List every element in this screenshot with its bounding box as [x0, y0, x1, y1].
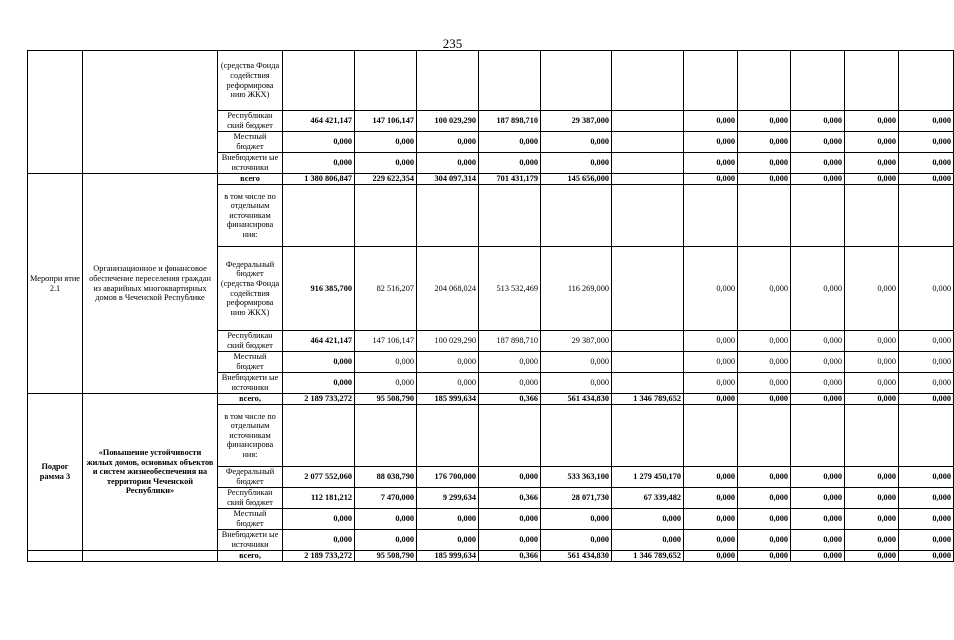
value-cell: 88 038,790	[355, 467, 417, 488]
value-cell: 0,000	[899, 132, 954, 153]
value-cell	[791, 405, 845, 467]
value-cell: 7 470,000	[355, 488, 417, 509]
value-cell: 1 346 789,652	[612, 551, 684, 562]
value-cell	[738, 405, 791, 467]
value-cell: 0,000	[899, 530, 954, 551]
table-row	[28, 394, 954, 405]
value-cell: 0,000	[479, 530, 541, 551]
value-cell: 0,000	[791, 174, 845, 185]
value-cell: 0,000	[791, 352, 845, 373]
value-cell	[417, 405, 479, 467]
value-cell: 185 999,634	[417, 551, 479, 562]
value-cell: 0,000	[791, 530, 845, 551]
value-cell: 0,000	[738, 331, 791, 352]
value-cell: 0,000	[899, 551, 954, 562]
value-cell: 0,000	[845, 132, 899, 153]
value-cell: 0,366	[479, 551, 541, 562]
value-cell: 0,000	[541, 153, 612, 174]
value-cell	[612, 405, 684, 467]
table-row	[28, 174, 954, 185]
value-cell: 0,000	[684, 352, 738, 373]
value-cell: 1 346 789,652	[612, 394, 684, 405]
value-cell: 0,000	[791, 132, 845, 153]
value-cell: 0,000	[899, 247, 954, 331]
funding-source: Республикан ский бюджет	[218, 331, 283, 352]
value-cell	[612, 185, 684, 247]
funding-source: всего	[218, 174, 283, 185]
value-cell	[355, 51, 417, 111]
row-code: Подрог рамма 3	[28, 394, 83, 551]
value-cell	[612, 331, 684, 352]
value-cell: 0,000	[845, 373, 899, 394]
value-cell	[283, 405, 355, 467]
value-cell: 0,000	[899, 488, 954, 509]
value-cell: 464 421,147	[283, 331, 355, 352]
value-cell: 0,000	[355, 153, 417, 174]
value-cell: 0,000	[541, 352, 612, 373]
value-cell: 0,000	[899, 467, 954, 488]
value-cell: 0,000	[684, 530, 738, 551]
value-cell: 0,000	[845, 352, 899, 373]
value-cell	[791, 185, 845, 247]
value-cell: 533 363,100	[541, 467, 612, 488]
value-cell: 0,000	[845, 111, 899, 132]
value-cell	[612, 174, 684, 185]
value-cell: 0,000	[738, 352, 791, 373]
funding-source: Внебюджети ые источники	[218, 373, 283, 394]
value-cell	[845, 185, 899, 247]
value-cell	[417, 51, 479, 111]
value-cell: 464 421,147	[283, 111, 355, 132]
value-cell	[283, 185, 355, 247]
value-cell: 0,000	[417, 373, 479, 394]
page-number: 235	[442, 36, 463, 51]
value-cell: 100 029,290	[417, 331, 479, 352]
value-cell: 0,000	[283, 153, 355, 174]
value-cell: 0,000	[899, 352, 954, 373]
value-cell: 0,000	[479, 153, 541, 174]
value-cell	[355, 405, 417, 467]
value-cell: 0,000	[283, 352, 355, 373]
value-cell: 0,000	[417, 509, 479, 530]
value-cell: 0,000	[479, 132, 541, 153]
value-cell	[479, 185, 541, 247]
value-cell: 0,000	[738, 467, 791, 488]
row-code	[28, 551, 83, 562]
value-cell: 0,000	[417, 153, 479, 174]
value-cell: 0,000	[791, 551, 845, 562]
value-cell: 0,000	[738, 111, 791, 132]
value-cell: 0,000	[283, 509, 355, 530]
value-cell: 29 387,000	[541, 331, 612, 352]
value-cell: 0,000	[791, 247, 845, 331]
value-cell: 0,000	[791, 111, 845, 132]
value-cell	[738, 185, 791, 247]
value-cell: 0,000	[845, 530, 899, 551]
value-cell: 0,000	[899, 394, 954, 405]
value-cell: 0,000	[479, 509, 541, 530]
value-cell: 0,000	[684, 551, 738, 562]
value-cell: 187 898,710	[479, 111, 541, 132]
value-cell: 0,000	[791, 394, 845, 405]
value-cell: 0,366	[479, 488, 541, 509]
value-cell	[899, 185, 954, 247]
funding-source: Федеральный бюджет	[218, 467, 283, 488]
value-cell: 0,000	[541, 132, 612, 153]
funding-source: Местный бюджет	[218, 352, 283, 373]
value-cell: 0,000	[684, 394, 738, 405]
value-cell: 0,000	[738, 247, 791, 331]
value-cell: 0,000	[738, 132, 791, 153]
value-cell	[684, 51, 738, 111]
value-cell: 0,000	[479, 467, 541, 488]
value-cell: 95 508,790	[355, 551, 417, 562]
value-cell: 0,000	[479, 373, 541, 394]
funding-source: Республикан ский бюджет	[218, 488, 283, 509]
value-cell: 0,000	[738, 488, 791, 509]
row-name	[83, 51, 218, 174]
value-cell: 0,000	[417, 352, 479, 373]
value-cell: 561 434,830	[541, 551, 612, 562]
value-cell: 0,000	[899, 153, 954, 174]
value-cell: 0,000	[791, 467, 845, 488]
value-cell: 0,000	[355, 132, 417, 153]
value-cell: 0,000	[845, 331, 899, 352]
value-cell	[684, 185, 738, 247]
value-cell	[845, 405, 899, 467]
value-cell: 116 269,000	[541, 247, 612, 331]
value-cell	[791, 51, 845, 111]
funding-source: в том числе по отдельным источникам финансирова ния:	[218, 405, 283, 467]
value-cell: 0,000	[283, 132, 355, 153]
value-cell: 28 071,730	[541, 488, 612, 509]
value-cell: 561 434,830	[541, 394, 612, 405]
value-cell: 0,000	[684, 132, 738, 153]
value-cell: 95 508,790	[355, 394, 417, 405]
row-name: Организационное и финансовое обеспечение переселения граждан из аварийных многоквартирных домов в Чеченской Республике	[83, 174, 218, 394]
value-cell: 0,000	[845, 247, 899, 331]
value-cell: 0,366	[479, 394, 541, 405]
value-cell: 0,000	[791, 331, 845, 352]
funding-source: Местный бюджет	[218, 509, 283, 530]
value-cell: 0,000	[845, 551, 899, 562]
value-cell: 0,000	[283, 530, 355, 551]
value-cell: 0,000	[684, 467, 738, 488]
value-cell: 0,000	[612, 530, 684, 551]
value-cell	[612, 373, 684, 394]
value-cell	[541, 185, 612, 247]
value-cell: 0,000	[684, 111, 738, 132]
value-cell: 916 385,700	[283, 247, 355, 331]
value-cell: 185 999,634	[417, 394, 479, 405]
value-cell: 0,000	[845, 394, 899, 405]
value-cell: 145 656,000	[541, 174, 612, 185]
value-cell	[612, 51, 684, 111]
funding-source: всего,	[218, 551, 283, 562]
value-cell: 2 077 552,060	[283, 467, 355, 488]
value-cell	[417, 185, 479, 247]
value-cell: 304 097,314	[417, 174, 479, 185]
budget-table	[27, 50, 954, 562]
value-cell: 0,000	[791, 373, 845, 394]
value-cell: 0,000	[283, 373, 355, 394]
value-cell	[612, 153, 684, 174]
value-cell	[899, 405, 954, 467]
value-cell: 9 299,634	[417, 488, 479, 509]
value-cell: 112 181,212	[283, 488, 355, 509]
funding-source: Местный бюджет	[218, 132, 283, 153]
value-cell: 0,000	[738, 174, 791, 185]
value-cell: 0,000	[684, 174, 738, 185]
table-row	[28, 551, 954, 562]
value-cell	[355, 185, 417, 247]
funding-source: Федеральный бюджет (средства Фонда содействия реформирова нию ЖКХ)	[218, 247, 283, 331]
value-cell: 147 106,147	[355, 331, 417, 352]
value-cell	[738, 51, 791, 111]
value-cell	[845, 51, 899, 111]
value-cell	[612, 132, 684, 153]
value-cell: 2 189 733,272	[283, 394, 355, 405]
value-cell	[283, 51, 355, 111]
value-cell	[479, 405, 541, 467]
funding-source: (средства Фонда содействия реформирова нию ЖКХ)	[218, 51, 283, 111]
value-cell: 0,000	[479, 352, 541, 373]
value-cell: 0,000	[541, 373, 612, 394]
row-name	[83, 551, 218, 562]
table-body	[28, 51, 954, 562]
value-cell: 1 380 806,847	[283, 174, 355, 185]
value-cell: 0,000	[541, 530, 612, 551]
value-cell: 0,000	[417, 132, 479, 153]
value-cell: 513 532,469	[479, 247, 541, 331]
value-cell: 0,000	[845, 509, 899, 530]
value-cell: 1 279 450,170	[612, 467, 684, 488]
row-code	[28, 51, 83, 174]
value-cell: 0,000	[738, 530, 791, 551]
value-cell: 0,000	[355, 352, 417, 373]
value-cell	[541, 405, 612, 467]
value-cell: 0,000	[791, 153, 845, 174]
value-cell: 82 516,207	[355, 247, 417, 331]
value-cell	[612, 247, 684, 331]
funding-source: Внебюджети ые источники	[218, 530, 283, 551]
value-cell: 0,000	[684, 373, 738, 394]
value-cell: 0,000	[899, 174, 954, 185]
value-cell: 0,000	[738, 153, 791, 174]
value-cell	[612, 111, 684, 132]
value-cell: 204 068,024	[417, 247, 479, 331]
value-cell: 0,000	[541, 509, 612, 530]
funding-source: в том числе по отдельным источникам финансирова ния:	[218, 185, 283, 247]
row-name: «Повышение устойчивости жилых домов, основных объектов и систем жизнеобеспечения на территории Чеченской Республики»	[83, 394, 218, 551]
value-cell: 0,000	[738, 394, 791, 405]
value-cell: 229 622,354	[355, 174, 417, 185]
value-cell	[612, 352, 684, 373]
funding-source: Республикан ский бюджет	[218, 111, 283, 132]
value-cell: 187 898,710	[479, 331, 541, 352]
value-cell: 0,000	[684, 509, 738, 530]
value-cell: 0,000	[899, 111, 954, 132]
value-cell: 0,000	[845, 467, 899, 488]
value-cell: 0,000	[612, 509, 684, 530]
value-cell: 0,000	[845, 488, 899, 509]
value-cell: 2 189 733,272	[283, 551, 355, 562]
funding-source: Внебюджети ые источники	[218, 153, 283, 174]
value-cell	[684, 405, 738, 467]
value-cell: 0,000	[355, 509, 417, 530]
value-cell: 0,000	[738, 551, 791, 562]
value-cell: 0,000	[791, 509, 845, 530]
row-code: Меропри ятие 2.1	[28, 174, 83, 394]
value-cell: 147 106,147	[355, 111, 417, 132]
value-cell: 0,000	[355, 373, 417, 394]
value-cell: 0,000	[355, 530, 417, 551]
value-cell	[899, 51, 954, 111]
value-cell: 176 700,000	[417, 467, 479, 488]
value-cell: 0,000	[684, 153, 738, 174]
value-cell: 0,000	[738, 373, 791, 394]
value-cell: 100 029,290	[417, 111, 479, 132]
funding-source: всего,	[218, 394, 283, 405]
value-cell: 0,000	[899, 509, 954, 530]
value-cell: 701 431,179	[479, 174, 541, 185]
value-cell: 0,000	[417, 530, 479, 551]
value-cell: 0,000	[791, 488, 845, 509]
value-cell: 0,000	[684, 331, 738, 352]
value-cell: 0,000	[845, 174, 899, 185]
value-cell: 67 339,482	[612, 488, 684, 509]
value-cell: 0,000	[684, 488, 738, 509]
table-row	[28, 51, 954, 111]
value-cell: 0,000	[899, 331, 954, 352]
value-cell	[541, 51, 612, 111]
value-cell: 29 387,000	[541, 111, 612, 132]
value-cell: 0,000	[738, 509, 791, 530]
value-cell: 0,000	[684, 247, 738, 331]
value-cell: 0,000	[899, 373, 954, 394]
value-cell	[479, 51, 541, 111]
value-cell: 0,000	[845, 153, 899, 174]
